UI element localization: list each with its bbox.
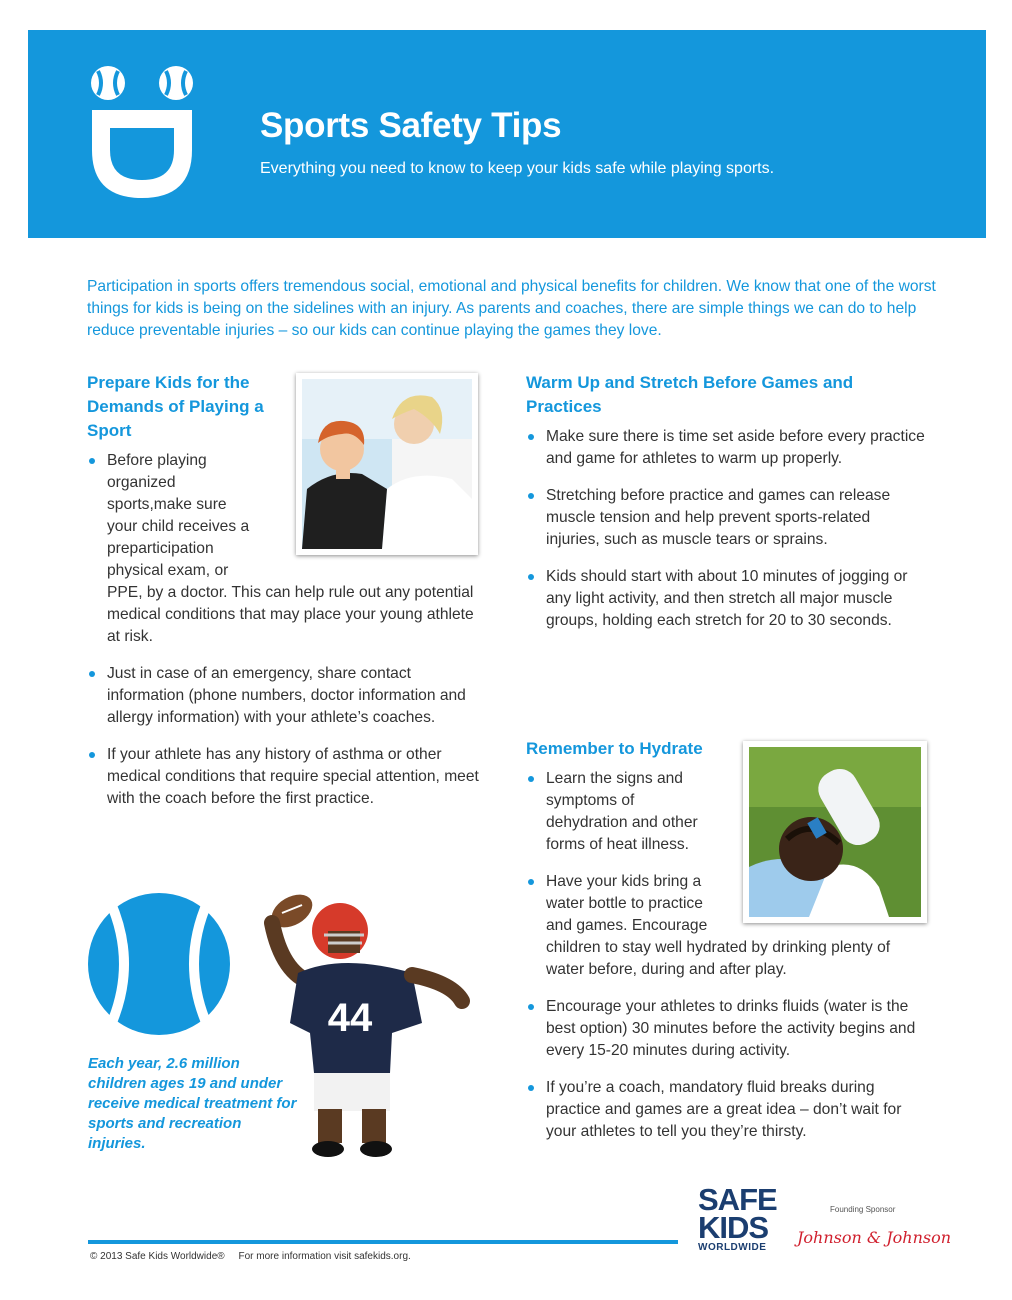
photo-spacer bbox=[716, 768, 926, 858]
list-item bbox=[87, 663, 482, 729]
hydrate-item-text: Encourage your athletes to drinks fluids (water is the best option) 30 minutes before the activity begins and every 15-20 minutes during activity. bbox=[546, 998, 916, 1059]
hydrate-item-text: If you’re a coach, mandatory fluid breaks during practice and games are a great idea – don’t wait for your athletes to tell you they’re thirsty. bbox=[546, 1079, 902, 1140]
footer-rule bbox=[88, 1240, 678, 1244]
hydrate-list bbox=[526, 768, 926, 1158]
photo-spacer bbox=[250, 450, 482, 582]
tennis-ball-icon bbox=[88, 893, 230, 1035]
safe-kids-smile-logo-icon bbox=[86, 66, 198, 204]
page-title: Sports Safety Tips bbox=[260, 106, 562, 145]
prepare-item-text: Just in case of an emergency, share contact information (phone numbers, doctor information and allergy information) with your athlete’s coaches. bbox=[107, 665, 466, 726]
warmup-item-text: Kids should start with about 10 minutes of jogging or any light activity, and then stretch all major muscle groups, holding each stretch for 20 to 30 seconds. bbox=[546, 568, 908, 629]
hydrate-item-text: Learn the signs and symptoms of dehydration and other forms of heat illness. bbox=[546, 770, 698, 853]
list-item bbox=[526, 1077, 926, 1143]
list-item bbox=[526, 768, 926, 856]
hydrate-item-text: Have your kids bring a water bottle to practice and games. Encourage children to stay well hydrated by drinking plenty of water before, during and after play. bbox=[546, 873, 891, 978]
list-item bbox=[526, 996, 926, 1062]
list-item bbox=[526, 871, 926, 981]
list-item bbox=[526, 426, 926, 470]
hydrate-heading: Remember to Hydrate bbox=[526, 739, 703, 758]
warmup-list bbox=[526, 426, 926, 647]
founding-sponsor-label: Founding Sponsor bbox=[830, 1205, 896, 1214]
jersey-number: 44 bbox=[327, 996, 373, 1040]
list-item bbox=[526, 566, 926, 632]
warmup-item-text: Stretching before practice and games can release muscle tension and help prevent sports-related injuries, such as muscle tears or sprains. bbox=[546, 487, 891, 548]
sponsor-logo: Johnson & Johnson bbox=[797, 1228, 952, 1247]
prepare-heading: Prepare Kids for the Demands of Playing a Sport bbox=[87, 373, 264, 440]
prepare-list-body bbox=[87, 450, 482, 825]
list-item bbox=[526, 485, 926, 551]
logo-line-safe: SAFE bbox=[698, 1182, 777, 1217]
prepare-item-text: Before playing organized sports,make sure your child receives a preparticipation physical exam, or PPE, by a doctor. This can help rule out any potential medical conditions that may place your young athlete at risk. bbox=[107, 452, 474, 645]
list-item bbox=[87, 744, 482, 810]
safe-kids-worldwide-logo bbox=[698, 1182, 778, 1254]
page-subtitle: Everything you need to know to keep your kids safe while playing sports. bbox=[260, 160, 775, 177]
header-banner bbox=[28, 30, 986, 238]
copyright-text: © 2013 Safe Kids Worldwide® For more information visit safekids.org. bbox=[90, 1251, 411, 1262]
intro-paragraph: Participation in sports offers tremendous social, emotional and physical benefits for children. We know that one of the worst things for kids is being on the sidelines with an injury. As parents and coaches, there are simple things we can do to help reduce preventable injuries – so our kids can continue playing the games they love. bbox=[87, 278, 936, 339]
logo-line-kids: KIDS bbox=[698, 1210, 769, 1245]
injury-stat-callout: Each year, 2.6 million children ages 19 and under receive medical treatment for sports and recreation injuries. bbox=[88, 1055, 297, 1152]
logo-line-worldwide: WORLDWIDE bbox=[698, 1242, 767, 1253]
warmup-heading: Warm Up and Stretch Before Games and Practices bbox=[526, 373, 854, 416]
prepare-item-text: If your athlete has any history of asthma or other medical conditions that require special attention, meet with the coach before the first practice. bbox=[107, 746, 479, 807]
list-item bbox=[87, 450, 482, 648]
warmup-item-text: Make sure there is time set aside before every practice and game for athletes to warm up properly. bbox=[546, 428, 925, 467]
photo-spacer bbox=[716, 871, 926, 917]
